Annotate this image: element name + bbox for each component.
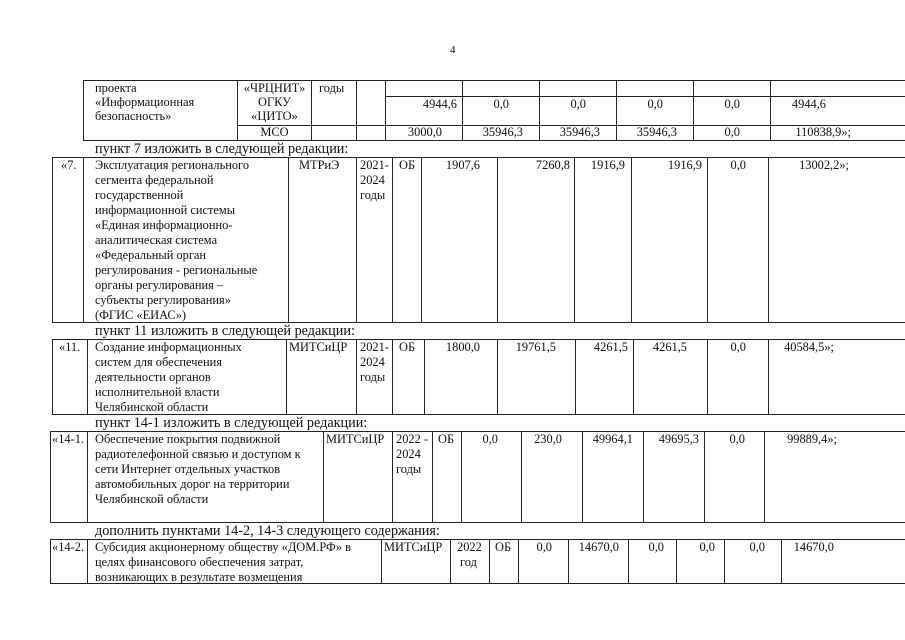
section-heading: пункт 7 изложить в следующей редакции: (95, 141, 349, 157)
row-value: 0,0 (648, 540, 664, 554)
row-value: 1800,0 (445, 340, 480, 354)
top-value: 3000,0 (407, 125, 442, 139)
row-value: 1916,9 (667, 158, 702, 172)
top-exec-line: «ЧРЦНИТ» (243, 81, 306, 95)
top-value: 4944,6 (422, 97, 457, 111)
row-period: годы (360, 188, 386, 202)
row-value: 0,0 (536, 540, 552, 554)
row-period: годы (360, 370, 386, 384)
row-executor: МИТСиЦР (384, 540, 443, 554)
top-value: 4944,6 (791, 97, 826, 111)
top-value: 35946,3 (559, 125, 600, 139)
top-value: 0,0 (724, 97, 740, 111)
top-value: 35946,3 (482, 125, 523, 139)
row-value: 19761,5 (515, 340, 556, 354)
row-name: Создание информационных систем для обеспечения деятельности органов исполнительной власти Челябинской области (95, 340, 242, 414)
top-name-line: «Информационная (95, 95, 195, 109)
top-value: 110838,9»; (795, 125, 851, 139)
row-period: 2021- (360, 340, 389, 354)
row-period: годы (396, 462, 422, 476)
row-value: 0,0 (699, 540, 715, 554)
row-period: 2021- (360, 158, 389, 172)
row-executor: МТРиЭ (299, 158, 340, 172)
row-value: 1907,6 (445, 158, 480, 172)
row-period: 2024 (360, 355, 385, 369)
top-exec-line: ОГКУ (258, 95, 291, 109)
row-value: 49695,3 (658, 432, 699, 446)
row-period: 2024 (360, 173, 385, 187)
row-number: «14-2. (52, 540, 85, 554)
row-number: «11. (59, 340, 81, 354)
row-value: 0,0 (730, 340, 746, 354)
row-value: 13002,2»; (799, 158, 849, 172)
top-value: 35946,3 (636, 125, 677, 139)
row-value: 49964,1 (592, 432, 633, 446)
row-value: 0,0 (730, 158, 746, 172)
row-name: Обеспечение покрытия подвижной радиотелефонной связью и доступом к сети Интернет отдельных участков автомобильных дорог на территории Челябинской области (95, 432, 301, 506)
row-source: ОБ (438, 432, 455, 446)
top-value: 0,0 (647, 97, 663, 111)
row-value: 99889,4»; (787, 432, 837, 446)
top-value: 0,0 (570, 97, 586, 111)
row-value: 4261,5 (593, 340, 628, 354)
row-value: 0,0 (749, 540, 765, 554)
top-exec-line: «ЦИТО» (251, 109, 298, 123)
row-period: 2022 (457, 540, 482, 554)
top-value: 0,0 (493, 97, 509, 111)
row-name: Эксплуатация регионального сегмента федеральной государственной информационной системы «Единая информационно- аналитическая система «Федеральный орган регулирования - региональные органы регулирования – субъекты регулирования» (ФГИС «ЕИАС») (95, 158, 258, 322)
row-source: ОБ (399, 158, 416, 172)
row-number: «7. (61, 158, 77, 172)
top-name-line: безопасность» (95, 109, 172, 123)
row-value: 1916,9 (590, 158, 625, 172)
row-name: Субсидия акционерному обществу «ДОМ.РФ» в целях финансового обеспечения затрат, возникающих в результате возмещения (95, 540, 351, 584)
row-value: 7260,8 (535, 158, 570, 172)
top-name-line: проекта (95, 81, 137, 95)
section-heading: дополнить пунктами 14-2, 14-3 следующего содержания: (95, 523, 440, 539)
row-value: 0,0 (729, 432, 745, 446)
row-value: 14670,0 (578, 540, 619, 554)
row-number: «14-1. (52, 432, 85, 446)
top-exec-line: МСО (260, 125, 289, 139)
row-period: год (460, 555, 477, 569)
row-value: 4261,5 (652, 340, 687, 354)
row-value: 230,0 (534, 432, 562, 446)
row-period: 2022 - (396, 432, 429, 446)
row-source: ОБ (399, 340, 416, 354)
page-number: 4 (450, 44, 456, 56)
section-heading: пункт 14-1 изложить в следующей редакции: (95, 415, 368, 431)
row-source: ОБ (495, 540, 512, 554)
row-executor: МИТСиЦР (326, 432, 385, 446)
top-period: годы (319, 81, 345, 95)
top-value: 0,0 (724, 125, 740, 139)
row-value: 14670,0 (793, 540, 834, 554)
section-heading: пункт 11 изложить в следующей редакции: (95, 323, 355, 339)
row-period: 2024 (396, 447, 421, 461)
row-value: 40584,5»; (784, 340, 834, 354)
row-executor: МИТСиЦР (289, 340, 348, 354)
row-value: 0,0 (482, 432, 498, 446)
